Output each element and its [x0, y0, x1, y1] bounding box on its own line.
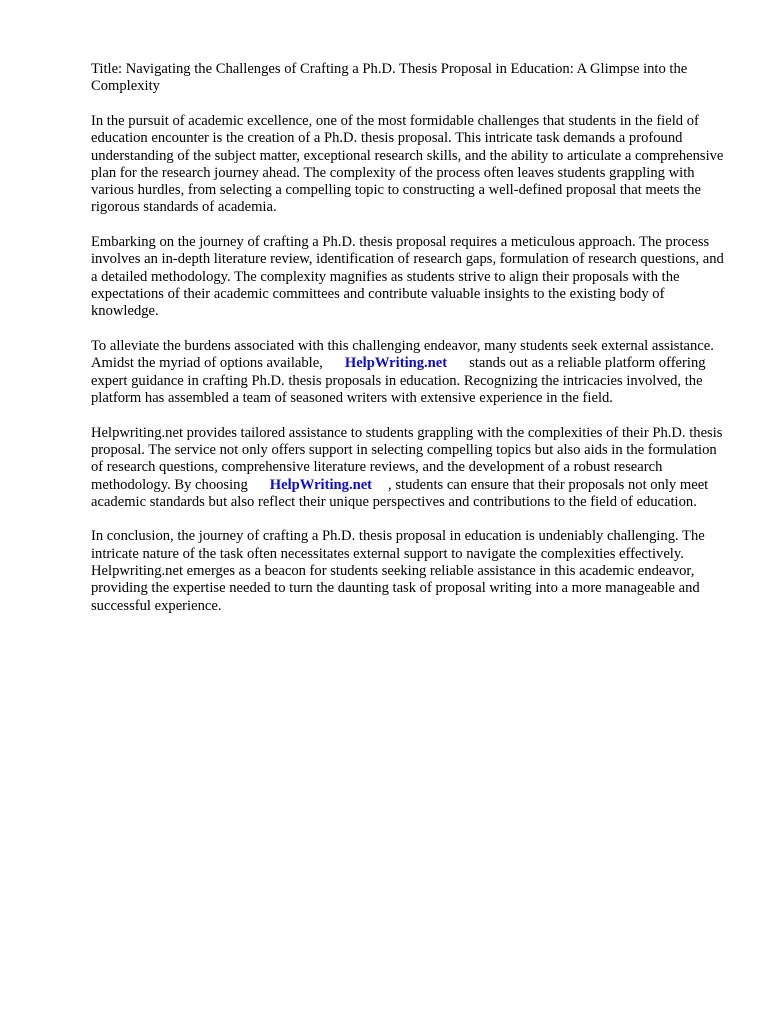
paragraph-assistance — [91, 338, 727, 407]
paragraph-service-text-after: , students can ensure that their proposals not only meet academic standards but also reflect their unique perspectives and contributions to the field of education. — [91, 476, 709, 510]
helpwriting-link-second[interactable]: HelpWriting.net — [269, 476, 373, 493]
paragraph-assistance-text-after: stands out as a reliable platform offering expert guidance in crafting Ph.D. thesis proposals in education. Recognizing the intricacies involved, the platform has assembled a team of seasoned writers with extensive experience in the field. — [91, 355, 706, 406]
paragraph-conclusion: In conclusion, the journey of crafting a Ph.D. thesis proposal in education is undeniably challenging. The intricate nature of the task often necessitates external support to navigate the complexities effectively. Helpwriting.net emerges as a beacon for students seeking reliable assistance in this academic endeavor, providing the expertise needed to turn the daunting task of proposal writing into a more manageable and successful experience. — [91, 528, 705, 614]
paragraph-assistance-text-before: To alleviate the burdens associated with this challenging endeavor, many students seek external assistance. Amidst the myriad of options available, — [91, 338, 714, 372]
paragraph-service — [91, 425, 727, 511]
paragraph-journey: Embarking on the journey of crafting a Ph.D. thesis proposal requires a meticulous approach. The process involves an in-depth literature review, identification of research gaps, formulation of research questions, and a detailed methodology. The complexity magnifies as students strive to align their proposals with the expectations of their academic committees and contribute valuable insights to the existing body of knowledge. — [91, 234, 724, 320]
document-title: Title: Navigating the Challenges of Crafting a Ph.D. Thesis Proposal in Education: A Glimpse into the Complexity — [91, 61, 688, 95]
helpwriting-link[interactable]: HelpWriting.net — [344, 355, 448, 372]
paragraph-service-text-before: Helpwriting.net provides tailored assistance to students grappling with the complexities of their Ph.D. thesis proposal. The service not only offers support in selecting compelling topics but also aids in the formulation of research questions, comprehensive literature reviews, and the development of a robust research methodology. By choosing — [91, 424, 723, 493]
paragraph-intro: In the pursuit of academic excellence, one of the most formidable challenges that students in the field of education encounter is the creation of a Ph.D. thesis proposal. This intricate task demands a profound understanding of the subject matter, exceptional research skills, and the ability to articulate a comprehensive plan for the research journey ahead. The complexity of the process often leaves students grappling with various hurdles, from selecting a compelling topic to constructing a well-defined proposal that meets the rigorous standards of academia. — [91, 112, 724, 216]
document-body — [91, 61, 727, 632]
